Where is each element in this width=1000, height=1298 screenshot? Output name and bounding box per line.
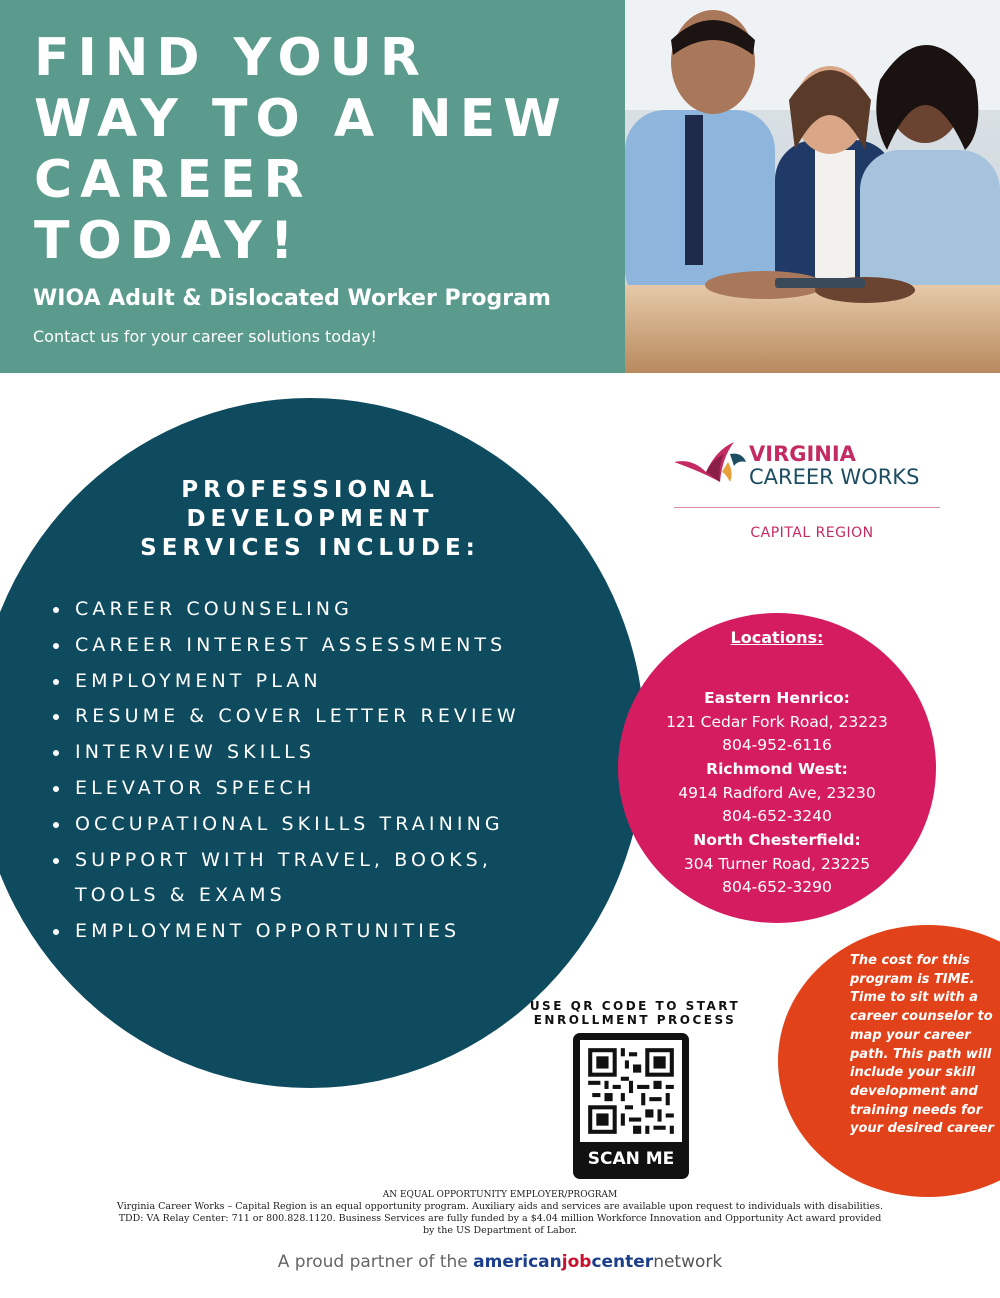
bullet-icon xyxy=(53,822,59,828)
location-phone: 804-652-3290 xyxy=(722,878,832,896)
hero-title-line: FIND YOUR xyxy=(34,28,428,88)
location-north-chesterfield xyxy=(618,829,936,900)
hero-banner xyxy=(0,0,625,373)
qr-code-image[interactable] xyxy=(580,1040,682,1142)
services-heading-line: PROFESSIONAL xyxy=(181,477,439,503)
eeo-line: by the US Department of Labor. xyxy=(422,1225,578,1236)
hero-title-line: CAREER xyxy=(34,150,312,210)
qr-instructions xyxy=(515,999,755,1027)
cost-circle xyxy=(778,925,1000,1197)
contact-tagline: Contact us for your career solutions today! xyxy=(33,327,377,346)
service-label: CAREER INTEREST ASSESSMENTS xyxy=(75,633,507,656)
logo-virginia: VIRGINIA xyxy=(749,442,856,466)
services-heading-line: SERVICES INCLUDE: xyxy=(140,535,480,561)
eeo-line: TDD: VA Relay Center: 711 or 800.828.1120. Business Services are fully funded by a $4.04 million Workforce Innovation and Opportunity Act award provided xyxy=(118,1213,882,1224)
qr-code[interactable] xyxy=(573,1033,689,1179)
partner-tagline xyxy=(0,1252,1000,1272)
location-eastern-henrico xyxy=(618,687,936,758)
cost-note: The cost for this program is TIME. Time to sit with a career counselor to map your career path. This path will include your skill development and training needs for your desired career xyxy=(850,953,994,1137)
bullet-icon xyxy=(53,607,59,613)
service-label: EMPLOYMENT OPPORTUNITIES xyxy=(75,920,461,943)
bullet-icon xyxy=(53,643,59,649)
bullet-icon xyxy=(53,679,59,685)
scan-me-label: SCAN ME xyxy=(587,1149,675,1169)
location-richmond-west xyxy=(618,758,936,829)
location-address: 4914 Radford Ave, 23230 xyxy=(678,783,876,802)
eeo-heading: AN EQUAL OPPORTUNITY EMPLOYER/PROGRAM xyxy=(382,1190,618,1200)
location-phone: 804-652-3240 xyxy=(722,807,832,825)
service-label: EMPLOYMENT PLAN xyxy=(75,669,322,692)
bullet-icon xyxy=(53,858,59,864)
qr-pattern-icon xyxy=(580,1040,682,1142)
partner-center: center xyxy=(591,1252,654,1272)
service-label-continued: TOOLS & EXAMS xyxy=(75,884,286,907)
list-item xyxy=(48,592,520,628)
bullet-icon xyxy=(53,786,59,792)
service-label: CAREER COUNSELING xyxy=(75,598,353,620)
hero-title xyxy=(34,28,569,272)
list-item xyxy=(48,914,520,950)
services-heading xyxy=(100,476,520,563)
service-label: SUPPORT WITH TRAVEL, BOOKS, xyxy=(75,848,492,871)
service-label: ELEVATOR SPEECH xyxy=(75,776,316,799)
partner-prefix: A proud partner of the xyxy=(277,1252,468,1272)
qr-instruction-line: ENROLLMENT PROCESS xyxy=(533,1013,737,1027)
partner-american: american xyxy=(473,1252,562,1272)
bullet-icon xyxy=(53,750,59,756)
location-address: 304 Turner Road, 23225 xyxy=(683,854,871,873)
bird-logo-icon xyxy=(672,432,748,494)
logo-region: CAPITAL REGION xyxy=(750,525,874,541)
partner-network: network xyxy=(653,1252,723,1272)
location-name: North Chesterfield: xyxy=(693,831,861,849)
location-phone: 804-952-6116 xyxy=(722,736,832,754)
virginia-career-works-logo xyxy=(672,430,942,550)
list-item xyxy=(48,699,520,735)
legal-footer xyxy=(80,1189,920,1237)
service-label: INTERVIEW SKILLS xyxy=(75,741,315,764)
list-item xyxy=(48,843,520,915)
hero-title-line: TODAY! xyxy=(34,211,302,271)
service-label: RESUME & COVER LETTER REVIEW xyxy=(75,705,520,728)
location-name: Eastern Henrico: xyxy=(704,689,850,707)
program-name: WIOA Adult & Dislocated Worker Program xyxy=(33,286,551,311)
service-label: OCCUPATIONAL SKILLS TRAINING xyxy=(75,812,504,835)
logo-career-works: CAREER WORKS xyxy=(749,465,920,489)
qr-instruction-line: USE QR CODE TO START xyxy=(529,999,741,1013)
location-name: Richmond West: xyxy=(706,760,848,778)
services-heading-line: DEVELOPMENT xyxy=(186,506,434,532)
bullet-icon xyxy=(53,929,59,935)
partner-job: job xyxy=(561,1252,592,1272)
list-item xyxy=(48,628,520,664)
eeo-line: Virginia Career Works – Capital Region is an equal opportunity program. Auxiliary aids and services are available upon request to individuals with disabilities. xyxy=(116,1201,884,1212)
list-item xyxy=(48,807,520,843)
locations-circle xyxy=(618,613,936,923)
bullet-icon xyxy=(53,714,59,720)
team-photo xyxy=(625,0,1000,373)
location-address: 121 Cedar Fork Road, 23223 xyxy=(666,712,888,731)
list-item xyxy=(48,771,520,807)
services-list xyxy=(48,592,520,950)
list-item xyxy=(48,735,520,771)
hero-title-line: WAY TO A NEW xyxy=(34,89,569,149)
locations-title: Locations: xyxy=(730,628,824,647)
list-item xyxy=(48,664,520,700)
logo-divider xyxy=(674,507,940,508)
